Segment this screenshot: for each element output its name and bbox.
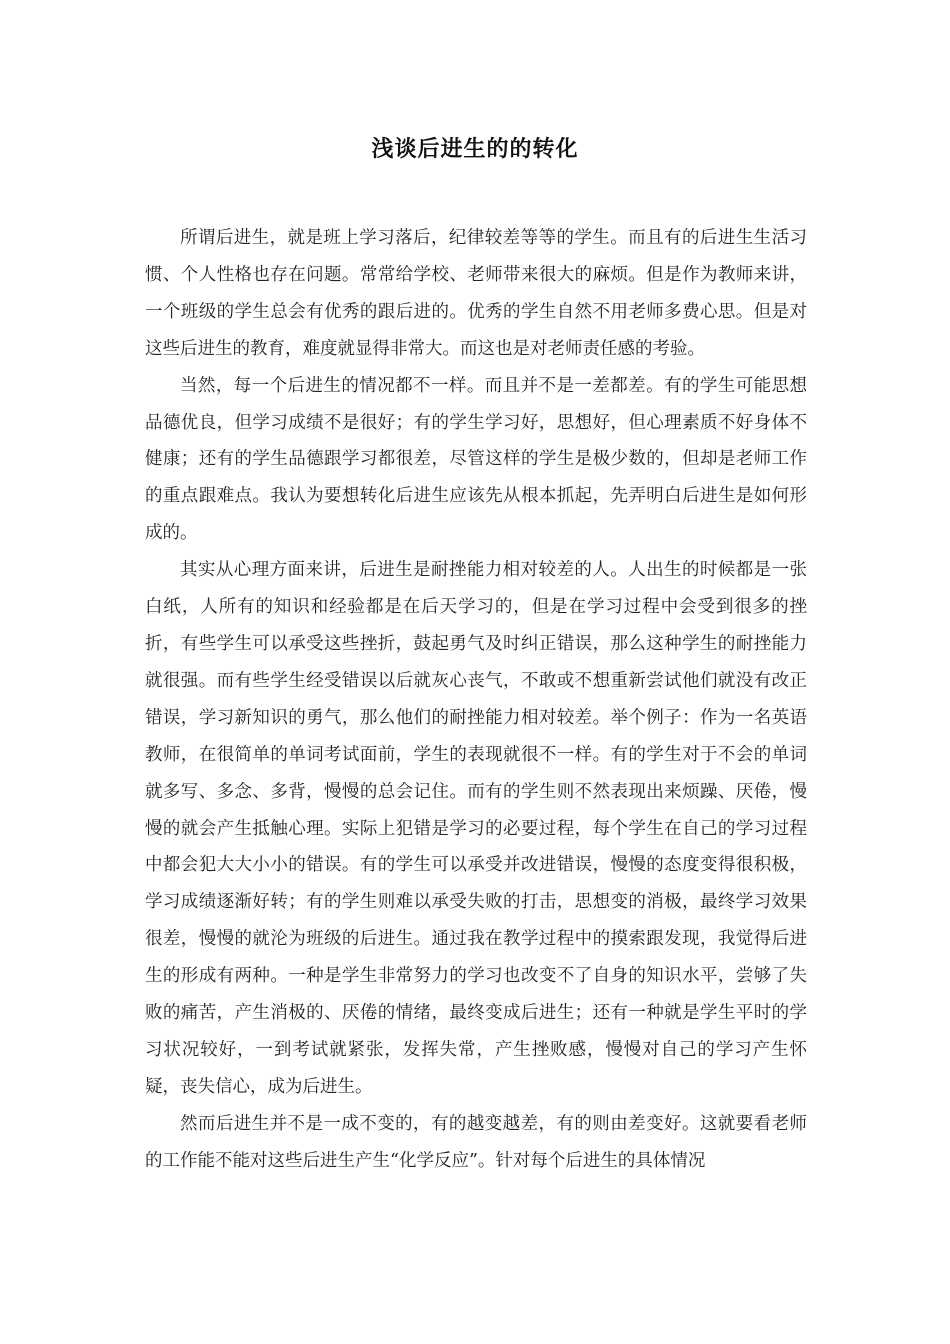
paragraph-3: 其实从心理方面来讲，后进生是耐挫能力相对较差的人。人出生的时候都是一张白纸，人所有的知识和经验都是在后天学习的，但是在学习过程中会受到很多的挫折，有些学生可以承受这些挫折，鼓起勇气及时纠正错误，那么这种学生的耐挫能力就很强。而有些学生经受错误以后就灰心丧气，不敢或不想重新尝试他们就没有改正错误，学习新知识的勇气，那么他们的耐挫能力相对较差。举个例子：作为一名英语教师，在很简单的单词考试面前，学生的表现就很不一样。有的学生对于不会的单词就多写、多念、多背，慢慢的总会记住。而有的学生则不然表现出来烦躁、厌倦，慢慢的就会产生抵触心理。实际上犯错是学习的必要过程，每个学生在自己的学习过程中都会犯大大小小的错误。有的学生可以承受并改进错误，慢慢的态度变得很积极，学习成绩逐渐好转；有的学生则难以承受失败的打击，思想变的消极，最终学习效果很差，慢慢的就沦为班级的后进生。通过我在教学过程中的摸索跟发现，我觉得后进生的形成有两种。一种是学生非常努力的学习也改变不了自身的知识水平，尝够了失败的痛苦，产生消极的、厌倦的情绪，最终变成后进生；还有一种就是学生平时的学习状况较好，一到考试就紧张，发挥失常，产生挫败感，慢慢对自己的学习产生怀疑，丧失信心，成为后进生。 [145, 560, 807, 1097]
paragraph-2: 当然，每一个后进生的情况都不一样。而且并不是一差都差。有的学生可能思想品德优良，但学习成绩不是很好；有的学生学习好，思想好，但心理素质不好身体不健康；还有的学生品德跟学习都很差，尽管这样的学生是极少数的，但却是老师工作的重点跟难点。我认为要想转化后进生应该先从根本抓起，先弄明白后进生是如何形成的。 [145, 375, 807, 544]
paragraph-1: 所谓后进生，就是班上学习落后，纪律较差等等的学生。而且有的后进生生活习惯、个人性格也存在问题。常常给学校、老师带来很大的麻烦。但是作为教师来讲，一个班级的学生总会有优秀的跟后进的。优秀的学生自然不用老师多费心思。但是对这些后进生的教育，难度就显得非常大。而这也是对老师责任感的考验。 [145, 228, 807, 359]
paragraph-4: 然而后进生并不是一成不变的，有的越变越差，有的则由差变好。这就要看老师的工作能不能对这些后进生产生“化学反应”。针对每个后进生的具体情况 [145, 1113, 807, 1171]
document-title: 浅谈后进生的的转化 [371, 137, 579, 162]
document-body [145, 220, 807, 1180]
